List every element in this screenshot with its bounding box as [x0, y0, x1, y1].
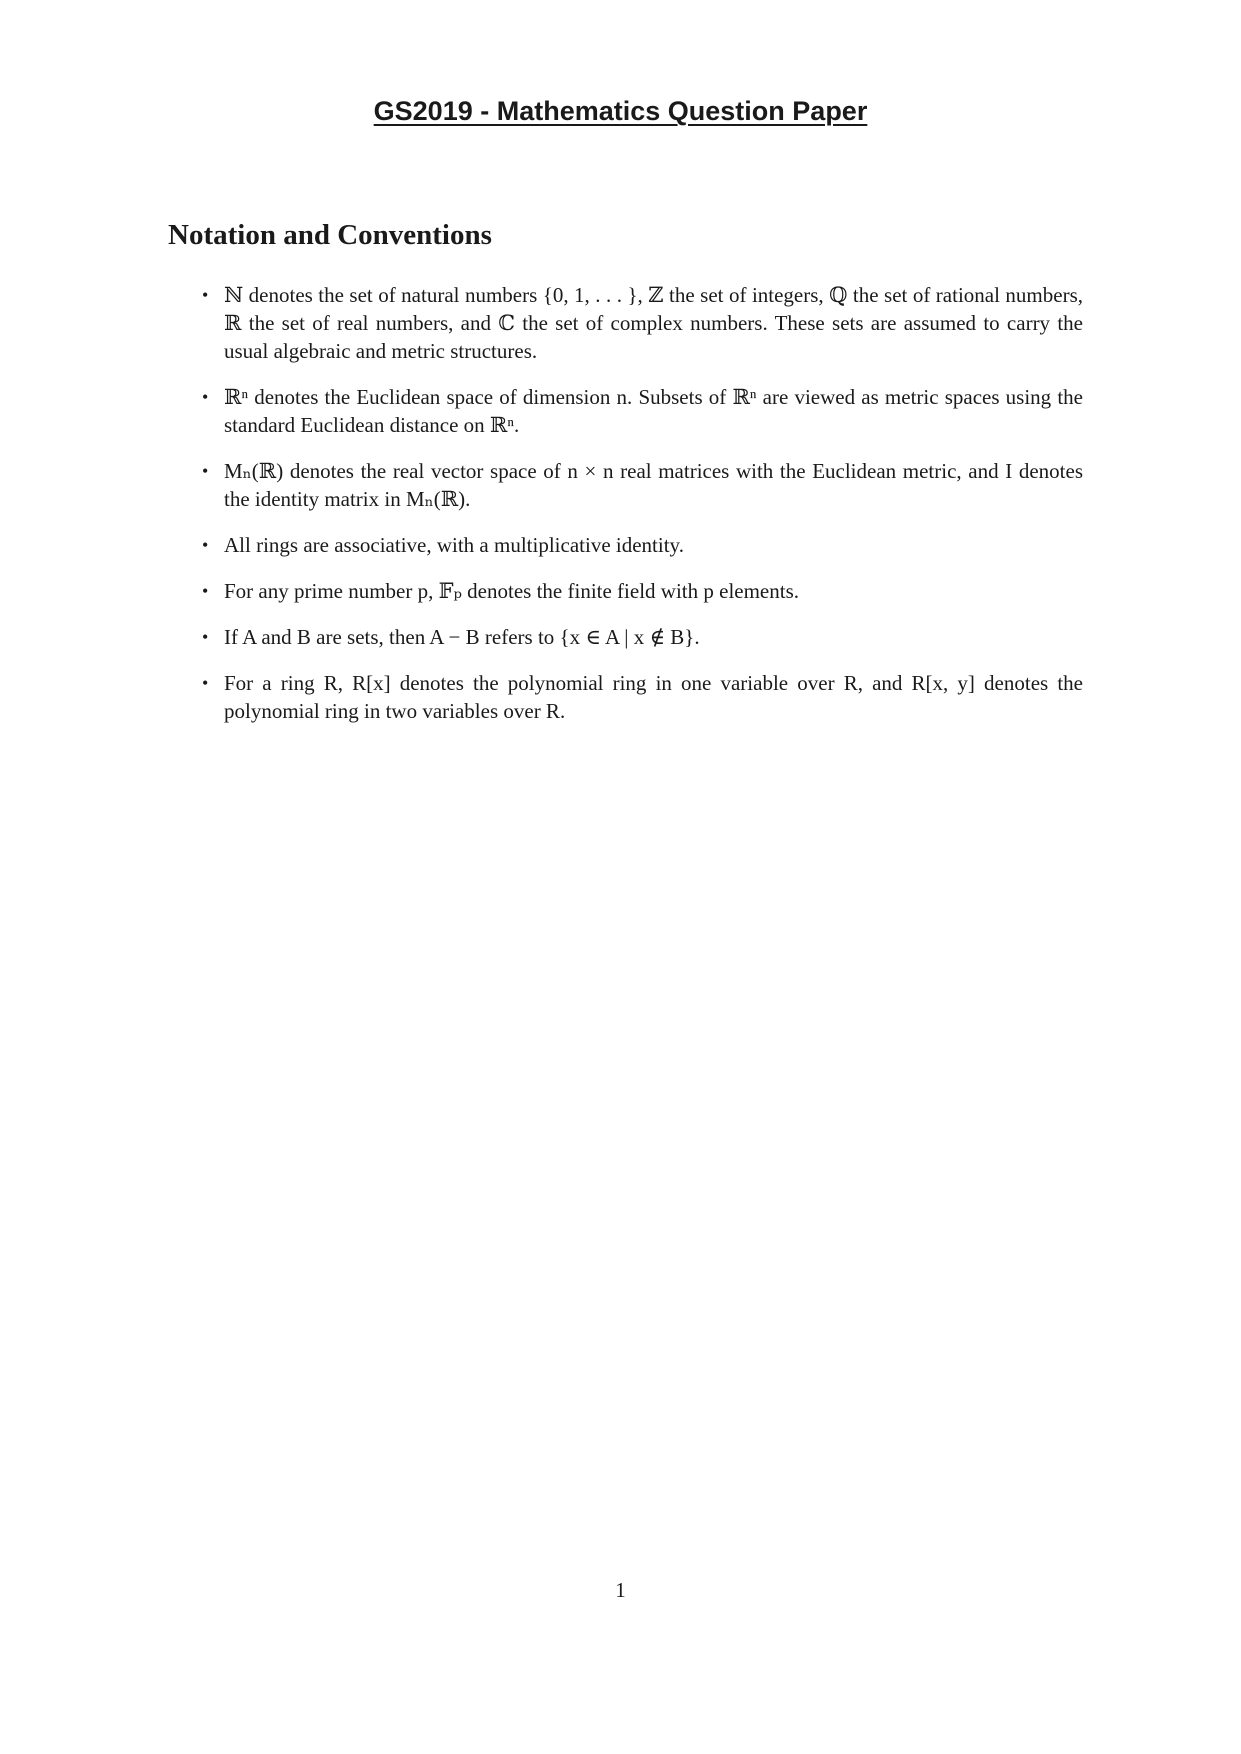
- list-item: [200, 457, 1083, 513]
- list-item-text: Mₙ(ℝ) denotes the real vector space of n × n real matrices with the Euclidean metric, and I denotes the identity matrix in Mₙ(ℝ).: [224, 459, 1083, 511]
- list-item: [200, 669, 1083, 725]
- list-item-text: All rings are associative, with a multiplicative identity.: [224, 533, 684, 557]
- list-item-text: For a ring R, R[x] denotes the polynomial ring in one variable over R, and R[x, y] denotes the polynomial ring in two variables over R.: [224, 671, 1083, 723]
- list-item: [200, 281, 1083, 365]
- bullet-icon: •: [202, 673, 209, 693]
- bullet-icon: •: [202, 285, 209, 305]
- list-item: [200, 531, 1083, 559]
- list-item: [200, 623, 1083, 651]
- bullet-icon: •: [202, 581, 209, 601]
- notation-list: [200, 281, 1083, 743]
- list-item-text: ℝⁿ denotes the Euclidean space of dimension n. Subsets of ℝⁿ are viewed as metric spaces using the standard Euclidean distance on ℝⁿ.: [224, 385, 1083, 437]
- page-title: GS2019 - Mathematics Question Paper: [373, 96, 868, 126]
- section-heading: Notation and Conventions: [168, 219, 492, 251]
- bullet-icon: •: [202, 387, 209, 407]
- list-item-text: For any prime number p, 𝔽ₚ denotes the finite field with p elements.: [224, 579, 800, 603]
- bullet-icon: •: [202, 535, 209, 555]
- list-item: [200, 383, 1083, 439]
- list-item: [200, 577, 1083, 605]
- list-item-text: If A and B are sets, then A − B refers to {x ∈ A | x ∉ B}.: [224, 625, 700, 649]
- bullet-icon: •: [202, 461, 209, 481]
- list-item-text: ℕ denotes the set of natural numbers {0, 1, . . . }, ℤ the set of integers, ℚ the set of rational numbers, ℝ the set of real numbers, and ℂ the set of complex numbers. These sets are assumed to carry the usual algebraic and metric structures.: [224, 283, 1083, 363]
- page-number: 1: [615, 1578, 626, 1602]
- bullet-icon: •: [202, 627, 209, 647]
